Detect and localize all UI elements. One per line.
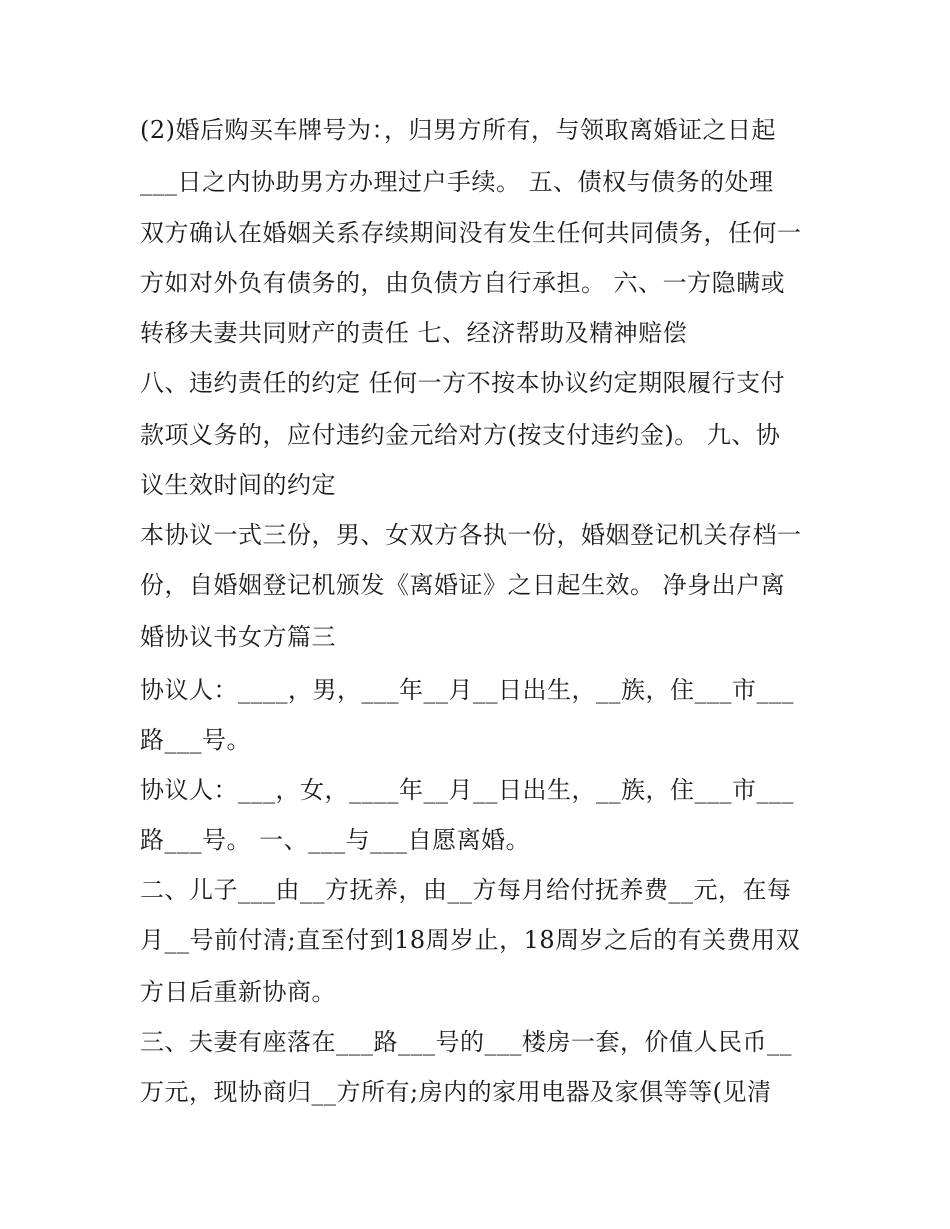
text-line: 路___号。 一、___与___自愿离婚。 (140, 826, 531, 854)
text-line: 议生效时间的约定 (140, 471, 336, 499)
text-line: 协议人：____，男，___年__月__日出生，__族，住___市___ (140, 676, 794, 704)
text-line: 转移夫妻共同财产的责任 七、经济帮助及精神赔偿 (140, 319, 688, 347)
text-line: 协议人：___，女，____年__月__日出生，__族，住___市___ (140, 776, 794, 804)
text-line: ___日之内协助男方办理过户手续。 五、债权与债务的处理 (140, 168, 774, 196)
text-line: 路___号。 (140, 726, 251, 754)
text-line: 三、夫妻有座落在___路___号的___楼房一套，价值人民币__ (140, 1028, 792, 1056)
text-line: 月__号前付清;直至付到18周岁止，18周岁之后的有关费用双 (140, 926, 801, 954)
text-line: 份，自婚姻登记机颁发《离婚证》之日起生效。 净身出户离 (140, 571, 786, 599)
text-line: 双方确认在婚姻关系存续期间没有发生任何共同债务，任何一 (140, 219, 802, 247)
text-line: 八、违约责任的约定 任何一方不按本协议约定期限履行支付 (140, 369, 786, 397)
text-line: 款项义务的，应付违约金元给对方(按支付违约金)。 九、协 (140, 421, 781, 449)
text-line: (2)婚后购买车牌号为：，归男方所有，与领取离婚证之日起 (140, 116, 776, 144)
text-line: 方日后重新协商。 (140, 978, 336, 1006)
text-line: 方如对外负有债务的，由负债方自行承担。 六、一方隐瞒或 (140, 269, 786, 297)
text-line: 本协议一式三份，男、女双方各执一份，婚姻登记机关存档一 (140, 521, 802, 549)
text-line: 婚协议书女方篇三 (140, 623, 336, 651)
text-line: 二、儿子___由__方抚养，由__方每月给付抚养费__元，在每 (140, 876, 792, 904)
text-line: 万元，现协商归__方所有;房内的家用电器及家俱等等(见清 (140, 1078, 772, 1106)
